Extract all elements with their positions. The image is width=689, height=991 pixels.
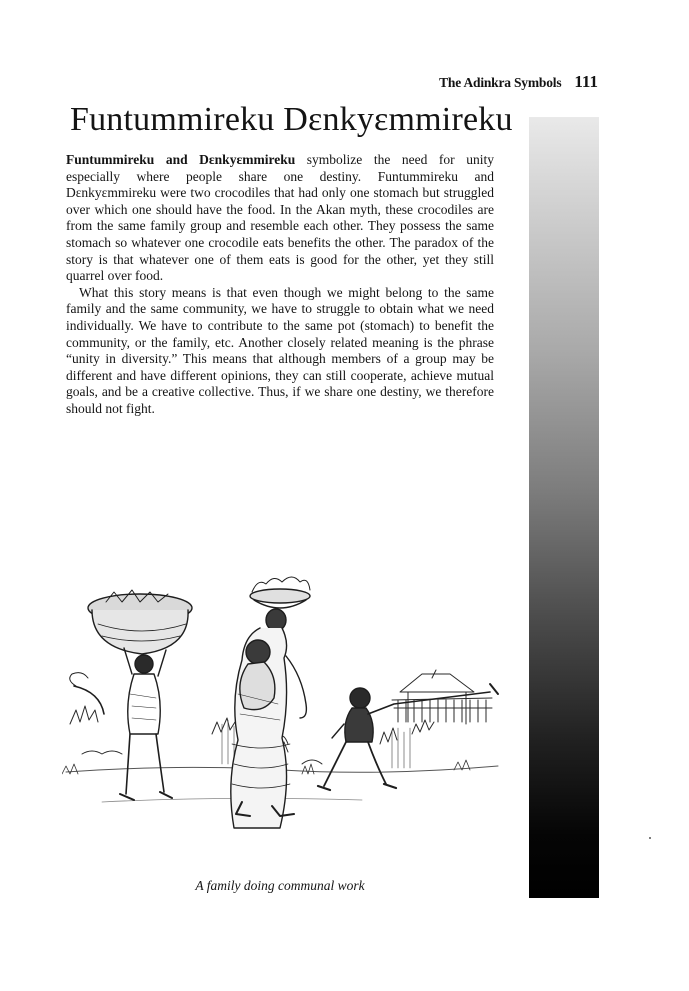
paragraph-1-text: symbolize the need for unity especially where people share one destiny. Funtummireku and Dɛnkyɛmmireku were two crocodiles that had only one stomach but struggled over which one should have the food. In the Akan myth, these crocodiles are from the same family group and resemble each other. They possess the same stomach so whatever one crocodile eats benefits the other. The paradox of the story is that whatever one of them eats is good for the other, yet they still quarrel over food. [66,152,494,284]
chapter-gradient-tab [529,117,599,898]
running-title: The Adinkra Symbols [439,75,562,90]
page-number: 111 [574,72,598,91]
running-header [330,72,598,92]
body-text [66,152,494,418]
family-drawing-icon [62,574,502,834]
figure-caption: A family doing communal work [195,878,365,893]
paragraph-2: What this story means is that even though we might belong to the same family and the same community, we have to struggle to obtain what we need individually. We have to contribute to the same pot (stomach) to benefit the community, or the family, etc. Another closely related meaning is the phrase “unity in diversity.” This means that although members of a group may be different and have different opinions, they can still cooperate, achieve mutual goals, and be a creative collective. Thus, if we share one destiny, we therefore should not fight. [66,284,494,416]
family-illustration [62,574,502,834]
margin-speck [649,837,651,839]
page-title: Funtummireku Dɛnkyɛmmireku [70,101,513,138]
paragraph-1 [66,152,494,285]
paragraph-1-lead: Funtummireku and Dɛnkyɛmmireku [66,152,296,167]
